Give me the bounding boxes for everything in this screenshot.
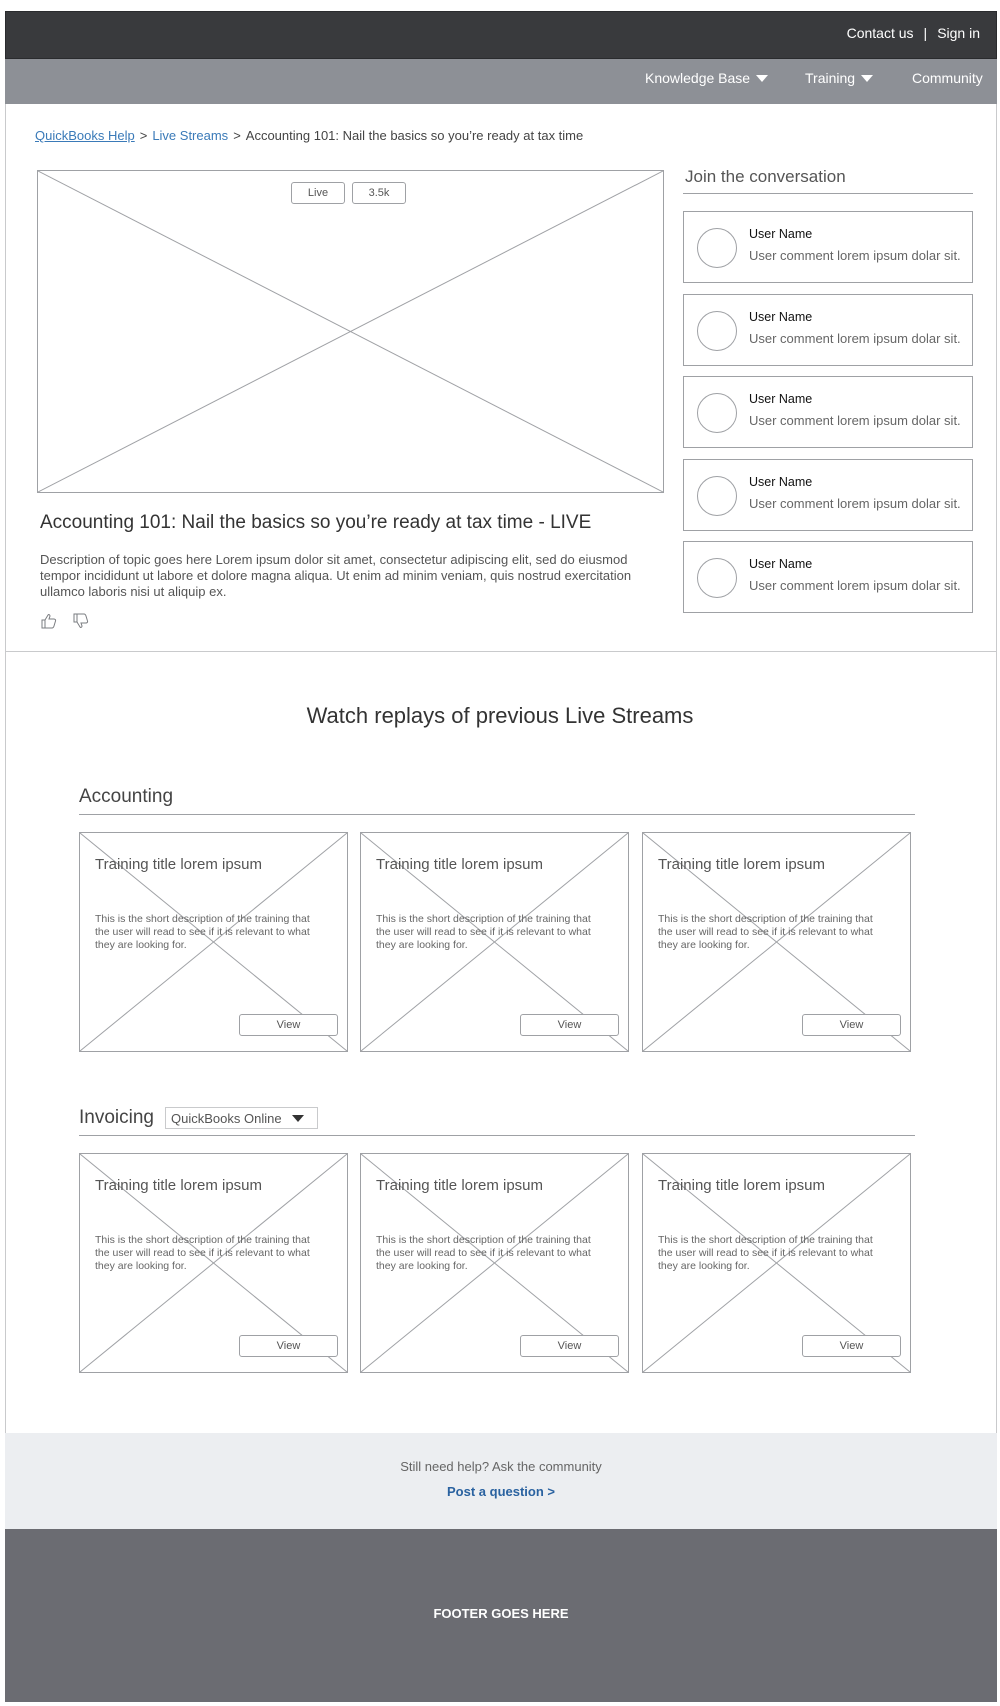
chevron-down-icon (292, 1115, 304, 1122)
top-bar (5, 11, 997, 59)
card-title: Training title lorem ipsum (658, 856, 825, 873)
section-divider (79, 814, 915, 815)
help-question: Still need help? Ask the community (400, 1459, 602, 1474)
training-card[interactable] (360, 1153, 629, 1373)
community-help-banner (5, 1433, 997, 1529)
avatar (697, 558, 737, 598)
training-card[interactable] (79, 832, 348, 1052)
training-card[interactable] (642, 832, 911, 1052)
thumbs-down-icon[interactable] (72, 612, 90, 630)
video-player[interactable] (37, 170, 664, 493)
comment-card (683, 376, 973, 448)
nav-knowledge-base[interactable] (645, 70, 768, 86)
video-title: Accounting 101: Nail the basics so you’re ready at tax time - LIVE (40, 512, 592, 533)
top-links (847, 25, 980, 41)
comment-text: User comment lorem ipsum dolar sit. (749, 578, 961, 593)
conversation-divider (683, 193, 973, 194)
sign-in-link[interactable]: Sign in (937, 25, 980, 41)
thumbs-up-icon[interactable] (40, 612, 58, 630)
section-divider (79, 1135, 915, 1136)
card-title: Training title lorem ipsum (95, 1177, 262, 1194)
view-button[interactable]: View (239, 1014, 338, 1036)
breadcrumb-live-streams[interactable]: Live Streams (152, 128, 229, 143)
replays-heading: Watch replays of previous Live Streams (306, 703, 694, 728)
main-nav (5, 59, 997, 104)
comment-card (683, 541, 973, 613)
contact-us-link[interactable]: Contact us (846, 25, 914, 41)
card-title: Training title lorem ipsum (376, 856, 543, 873)
comment-text: User comment lorem ipsum dolar sit. (749, 413, 961, 428)
top-links-separator: | (923, 25, 928, 41)
view-button[interactable]: View (802, 1335, 901, 1357)
footer (5, 1529, 997, 1702)
training-card[interactable] (642, 1153, 911, 1373)
chevron-down-icon (756, 75, 768, 82)
conversation-title: Join the conversation (685, 167, 846, 186)
viewer-count-badge: 3.5k (352, 182, 406, 204)
avatar (697, 393, 737, 433)
comment-text: User comment lorem ipsum dolar sit. (749, 496, 961, 511)
avatar (697, 311, 737, 351)
comment-text: User comment lorem ipsum dolar sit. (749, 331, 961, 346)
breadcrumb-separator: > (233, 128, 241, 143)
training-card[interactable] (79, 1153, 348, 1373)
nav-community[interactable] (912, 70, 983, 86)
video-description: Description of topic goes here Lorem ipsum dolor sit amet, consectetur adipiscing elit, sed do eiusmod tempor incididunt ut labore et dolore magna aliqua. Ut enim ad minim veniam, quis nostrud exercitation ullamco laboris nisi ut aliquip ex. (40, 552, 632, 599)
footer-placeholder-text: FOOTER GOES HERE (433, 1606, 569, 1621)
nav-community-label: Community (912, 70, 983, 86)
nav-training[interactable] (805, 70, 873, 86)
section-divider (5, 651, 997, 652)
breadcrumb-separator: > (139, 128, 148, 143)
card-description: This is the short description of the training that the user will read to see if it is relevant to what they are looking for. (658, 913, 873, 951)
view-button[interactable]: View (520, 1335, 619, 1357)
post-question-link[interactable]: Post a question > (447, 1484, 555, 1499)
view-button[interactable]: View (520, 1014, 619, 1036)
reaction-buttons (40, 612, 90, 630)
product-filter-value: QuickBooks Online (171, 1110, 282, 1126)
nav-training-label: Training (805, 70, 856, 86)
card-description: This is the short description of the training that the user will read to see if it is relevant to what they are looking for. (376, 913, 591, 951)
training-card[interactable] (360, 832, 629, 1052)
nav-knowledge-base-label: Knowledge Base (645, 70, 751, 86)
comment-card (683, 294, 973, 366)
comment-user-name: User Name (749, 475, 813, 489)
breadcrumb (35, 128, 583, 143)
chevron-down-icon (861, 75, 873, 82)
product-filter-select[interactable] (165, 1107, 318, 1129)
comment-text: User comment lorem ipsum dolar sit. (749, 248, 961, 263)
card-title: Training title lorem ipsum (95, 856, 262, 873)
comment-user-name: User Name (749, 557, 813, 571)
comment-user-name: User Name (749, 310, 813, 324)
comment-card (683, 459, 973, 531)
card-title: Training title lorem ipsum (658, 1177, 825, 1194)
comment-user-name: User Name (749, 392, 813, 406)
breadcrumb-quickbooks-help[interactable]: QuickBooks Help (35, 128, 135, 143)
live-badge: Live (291, 182, 345, 204)
avatar (697, 476, 737, 516)
section-title-invoicing: Invoicing (79, 1107, 154, 1128)
avatar (697, 228, 737, 268)
comment-card (683, 211, 973, 283)
card-description: This is the short description of the training that the user will read to see if it is relevant to what they are looking for. (376, 1234, 591, 1272)
view-button[interactable]: View (239, 1335, 338, 1357)
comment-user-name: User Name (749, 227, 813, 241)
video-placeholder-image (38, 171, 663, 492)
card-description: This is the short description of the training that the user will read to see if it is relevant to what they are looking for. (95, 913, 310, 951)
card-title: Training title lorem ipsum (376, 1177, 543, 1194)
view-button[interactable]: View (802, 1014, 901, 1036)
card-description: This is the short description of the training that the user will read to see if it is relevant to what they are looking for. (658, 1234, 873, 1272)
card-description: This is the short description of the training that the user will read to see if it is relevant to what they are looking for. (95, 1234, 310, 1272)
section-title-accounting: Accounting (79, 786, 174, 807)
breadcrumb-current-page: Accounting 101: Nail the basics so you’re ready at tax time (245, 128, 584, 143)
